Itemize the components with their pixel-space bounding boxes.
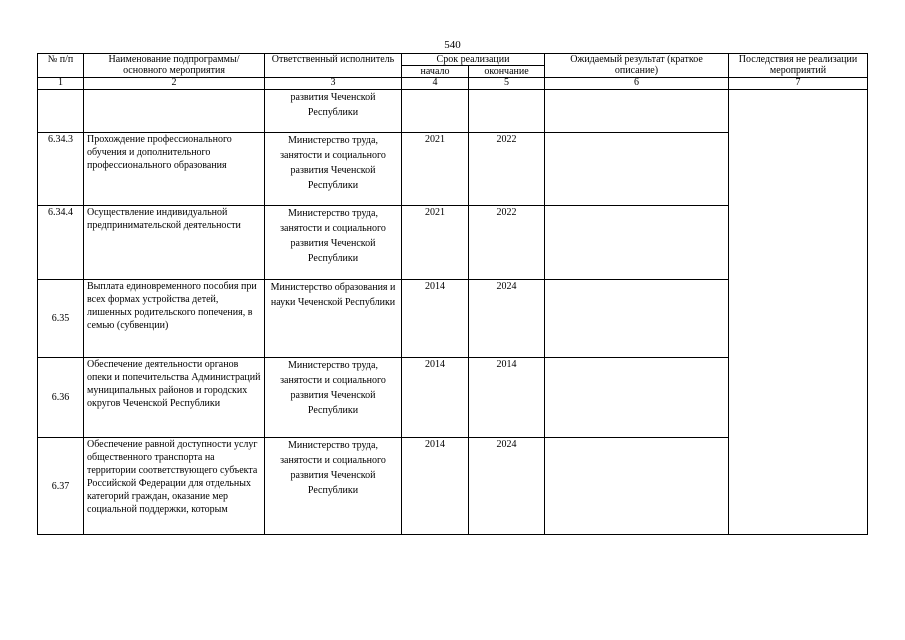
- row-end: 2022: [469, 206, 545, 280]
- column-number: 4: [402, 78, 469, 90]
- header-result: Ожидаемый результат (краткое описание): [545, 54, 729, 78]
- row-id: 6.34.4: [38, 206, 84, 280]
- row-end: 2024: [469, 280, 545, 358]
- header-consequence: Последствия не реализации мероприятий: [729, 54, 868, 78]
- row-name: Прохождение профессионального обучения и дополнительного профессионального образования: [84, 133, 265, 206]
- column-number: 5: [469, 78, 545, 90]
- column-numbers-row: [38, 78, 868, 90]
- row-executor: Министерство труда, занятости и социального развития Чеченской Республики: [265, 438, 402, 535]
- row-start: 2021: [402, 133, 469, 206]
- row-result: [545, 280, 729, 358]
- table-row: [38, 90, 868, 133]
- program-table: [37, 53, 868, 535]
- column-number: 2: [84, 78, 265, 90]
- row-executor: развития Чеченской Республики: [265, 90, 402, 133]
- header-period: Срок реализации: [402, 54, 545, 66]
- row-start: 2014: [402, 358, 469, 438]
- row-name: Осуществление индивидуальной предпринимательской деятельности: [84, 206, 265, 280]
- row-name: Выплата единовременного пособия при всех формах устройства детей, лишенных родительского попечения, в семью (субвенции): [84, 280, 265, 358]
- row-end: 2024: [469, 438, 545, 535]
- row-result: [545, 90, 729, 133]
- row-result: [545, 358, 729, 438]
- row-id: 6.37: [38, 438, 84, 535]
- consequence-cell: [729, 90, 868, 535]
- header-row-1: [38, 54, 868, 66]
- row-executor: Министерство труда, занятости и социального развития Чеченской Республики: [265, 133, 402, 206]
- row-id: [38, 90, 84, 133]
- row-result: [545, 206, 729, 280]
- row-end: 2022: [469, 133, 545, 206]
- row-name: [84, 90, 265, 133]
- column-number: 3: [265, 78, 402, 90]
- row-start: 2014: [402, 280, 469, 358]
- row-name: Обеспечение равной доступности услуг общественного транспорта на территории соответствующего субъекта Российской Федерации для отдельных категорий граждан, оказание мер социальной поддержки, которым: [84, 438, 265, 535]
- row-id: 6.36: [38, 358, 84, 438]
- header-executor: Ответственный исполнитель: [265, 54, 402, 78]
- header-number: № п/п: [38, 54, 84, 78]
- header-end: окончание: [469, 66, 545, 78]
- page-number: 540: [444, 39, 461, 51]
- row-executor: Министерство труда, занятости и социального развития Чеченской Республики: [265, 206, 402, 280]
- column-number: 6: [545, 78, 729, 90]
- row-id: 6.34.3: [38, 133, 84, 206]
- row-executor: Министерство образования и науки Чеченской Республики: [265, 280, 402, 358]
- row-start: [402, 90, 469, 133]
- column-number: 1: [38, 78, 84, 90]
- row-executor: Министерство труда, занятости и социального развития Чеченской Республики: [265, 358, 402, 438]
- row-start: 2021: [402, 206, 469, 280]
- column-number: 7: [729, 78, 868, 90]
- row-result: [545, 133, 729, 206]
- row-start: 2014: [402, 438, 469, 535]
- header-name: Наименование подпрограммы/ основного мероприятия: [84, 54, 265, 78]
- row-id: 6.35: [38, 280, 84, 358]
- row-end: 2014: [469, 358, 545, 438]
- row-result: [545, 438, 729, 535]
- row-name: Обеспечение деятельности органов опеки и попечительства Администраций муниципальных районов и городских округов Чеченской Республики: [84, 358, 265, 438]
- row-end: [469, 90, 545, 133]
- header-start: начало: [402, 66, 469, 78]
